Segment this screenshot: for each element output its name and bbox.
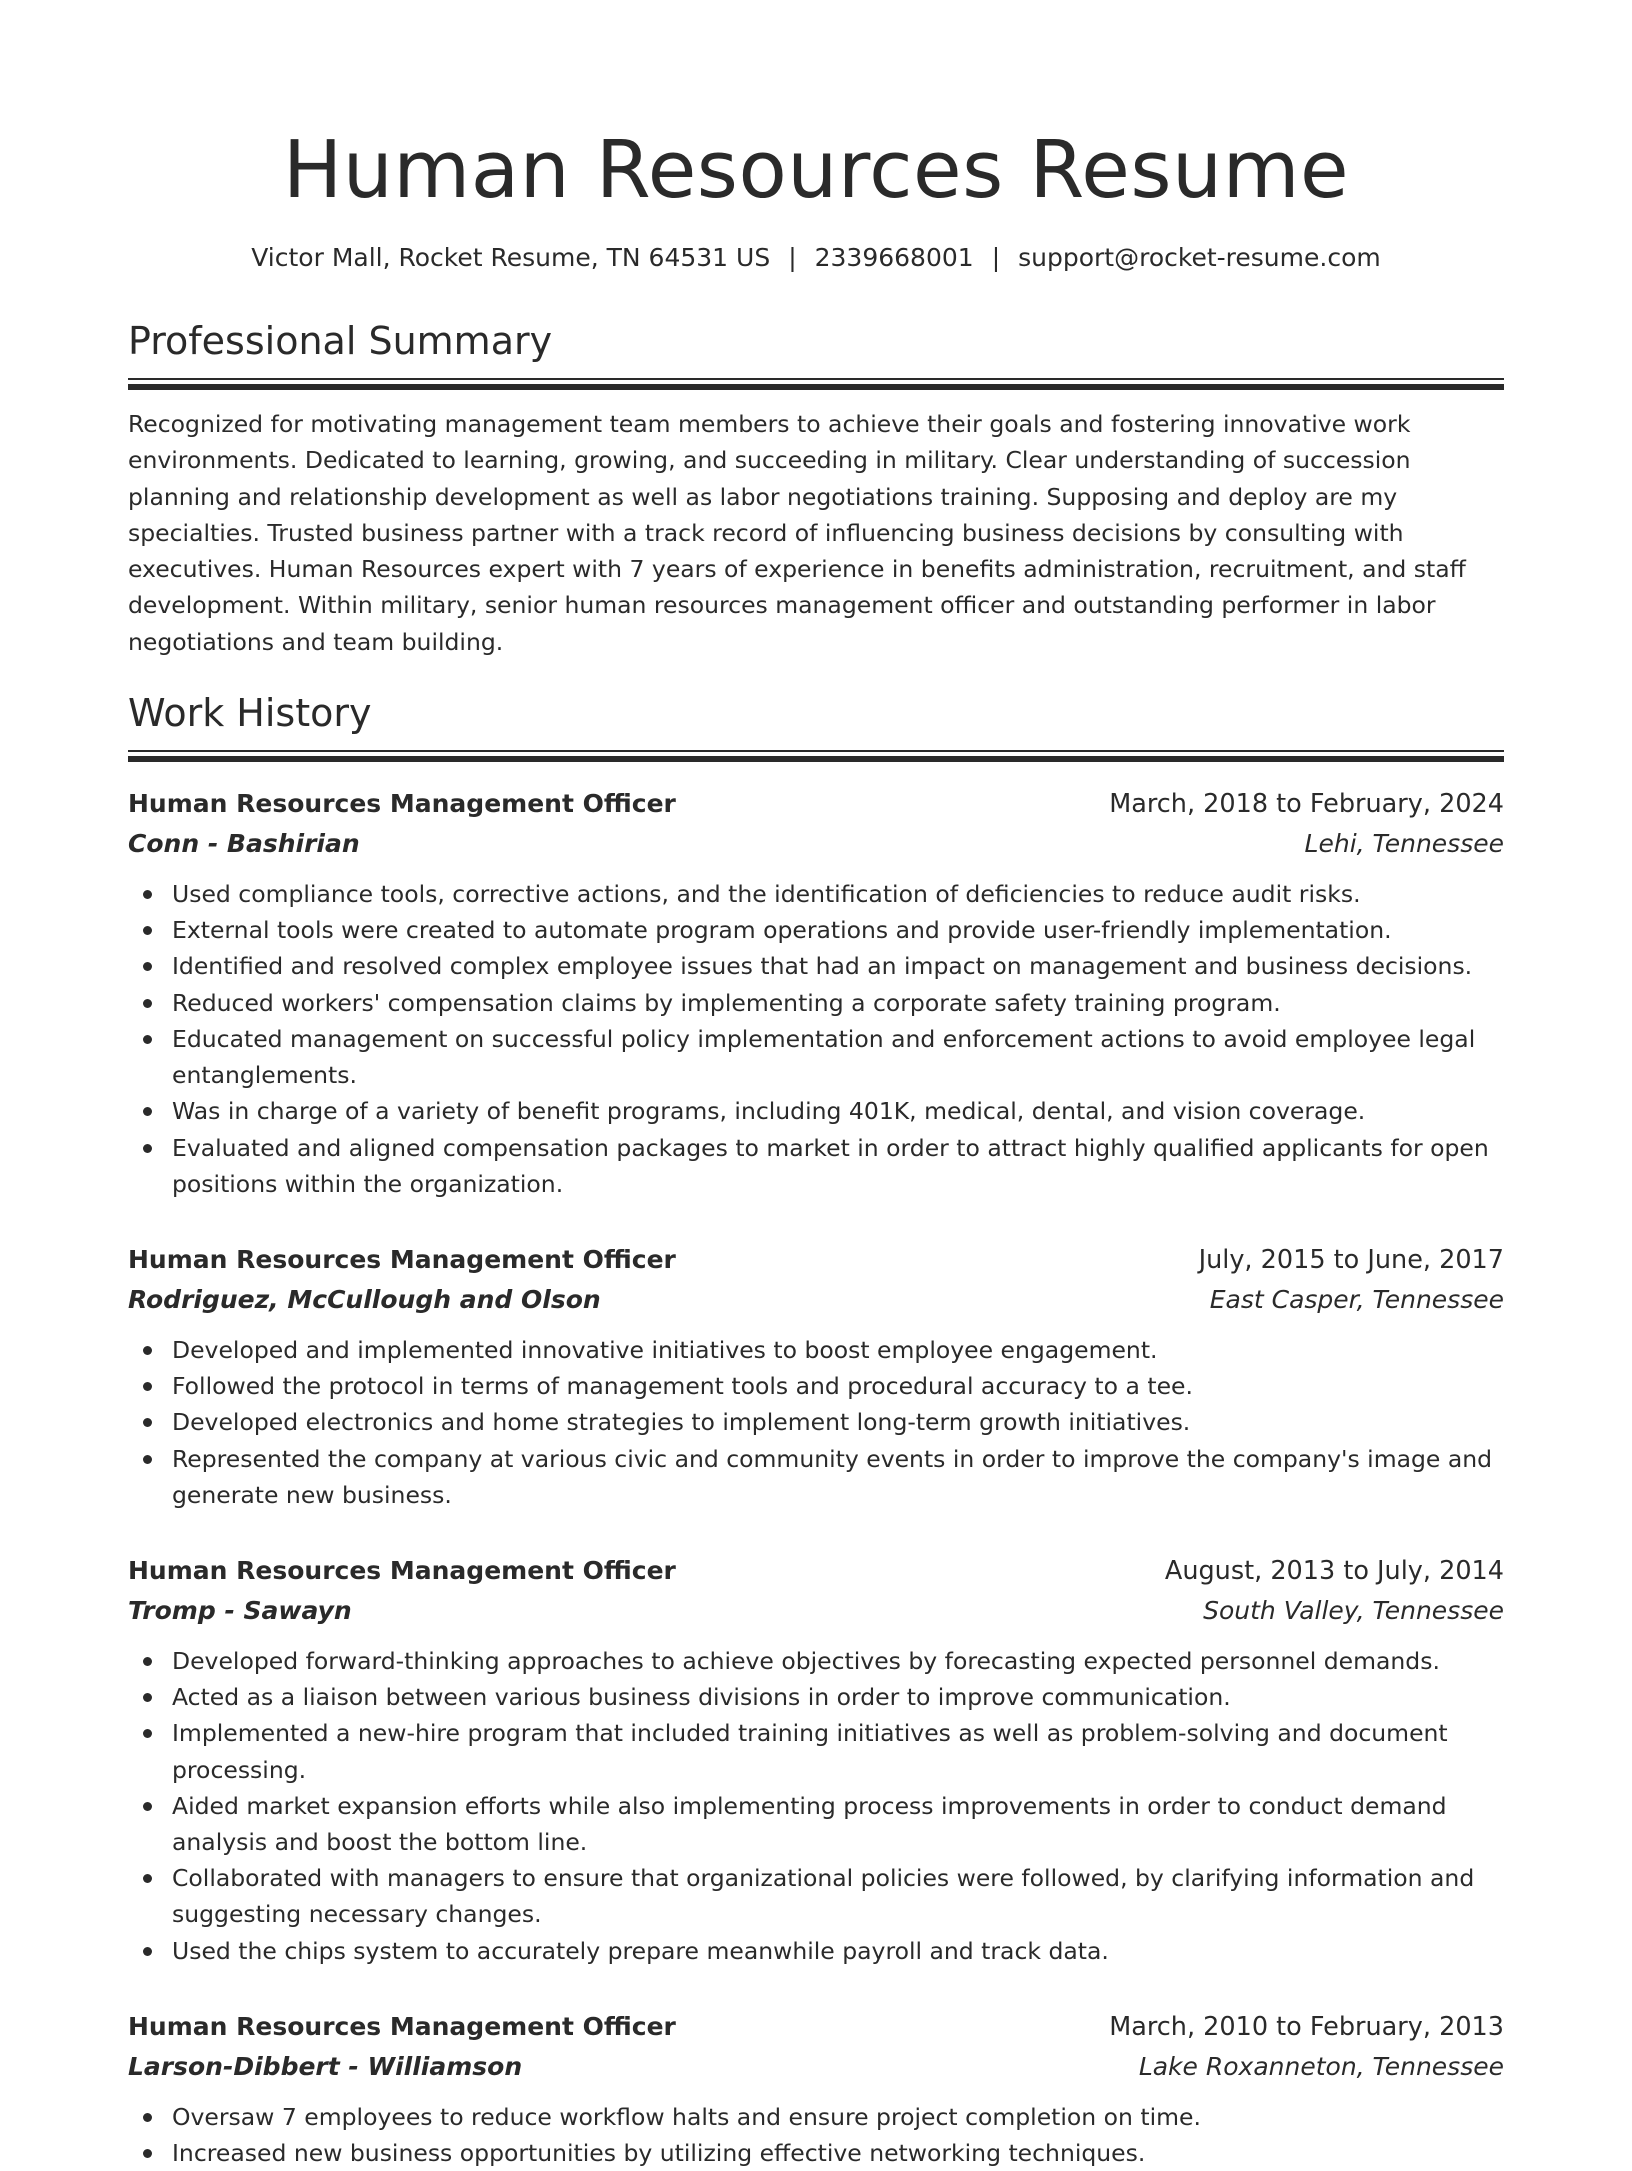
contact-email: support@rocket-resume.com [1018,243,1381,272]
job-bullet-text: Developed electronics and home strategies to implement long-term growth initiatives. [172,1408,1191,1437]
job-company: Rodriguez, McCullough and Olson [128,1284,601,1314]
job-bullet [128,1021,1504,1093]
job-bullet [128,2099,1504,2135]
bullet-dot-icon [143,1657,152,1666]
job-company-row [128,2047,1504,2087]
bullet-dot-icon [143,1455,152,1464]
bullet-dot-icon [143,1802,152,1811]
job-bullet [128,1332,1504,1368]
job-bullet-text: Developed forward-thinking approaches to achieve objectives by forecasting expected personnel demands. [172,1646,1440,1675]
job-bullet [128,2135,1504,2171]
job-bullet [128,1679,1504,1715]
job-bullet-text: Was in charge of a variety of benefit programs, including 401K, medical, dental, and vision coverage. [172,1097,1366,1126]
contact-separator: | [788,243,797,272]
job-bullet-text: Acted as a liaison between various business divisions in order to improve communication. [172,1683,1231,1712]
job-dates: March, 2018 to February, 2024 [1109,789,1504,820]
bullet-dot-icon [143,1346,152,1355]
bullet-dot-icon [143,2113,152,2122]
contact-separator: | [991,243,1001,272]
job-dates: July, 2015 to June, 2017 [1198,1244,1504,1275]
bullet-dot-icon [143,962,152,971]
job-bullet-list [128,1332,1504,1513]
job-header-row [128,2007,1504,2047]
job-bullet [128,1130,1504,1202]
job-bullet-text: Increased new business opportunities by utilizing effective networking techniques. [172,2138,1146,2167]
job-bullet-text: Oversaw 7 employees to reduce workflow halts and ensure project completion on time. [172,2102,1201,2131]
job-bullet-text: Followed the protocol in terms of management tools and procedural accuracy to a tee. [172,1372,1193,1401]
professional-summary-section [128,318,1504,660]
bullet-dot-icon [143,1729,152,1738]
resume-title: Human Resources Resume [282,124,1350,216]
contact-phone: 2339668001 [814,243,974,272]
bullet-dot-icon [143,1035,152,1044]
job-company-row [128,1591,1504,1631]
bullet-dot-icon [143,1418,152,1427]
job-bullet [128,912,1504,948]
job-bullet [128,1404,1504,1440]
job-bullet-text: Identified and resolved complex employee issues that had an impact on management and business decisions. [172,952,1473,981]
section-heading-work-history: Work History [128,691,372,736]
job-company-row [128,824,1504,864]
resume-page [128,0,1504,2171]
job-bullet [128,985,1504,1021]
bullet-dot-icon [143,2149,152,2158]
section-divider [128,750,1504,762]
job-bullet-list [128,2099,1504,2171]
job-bullet [128,876,1504,912]
section-heading-summary: Professional Summary [128,319,553,363]
job-header-row [128,784,1504,824]
bullet-dot-icon [143,926,152,935]
job-location: South Valley, Tennessee [1203,1595,1504,1625]
job-company: Conn - Bashirian [128,829,360,859]
bullet-dot-icon [143,1382,152,1391]
bullet-dot-icon [143,1107,152,1116]
job-bullet-text: Developed and implemented innovative initiatives to boost employee engagement. [172,1335,1158,1364]
job-bullet [128,1441,1504,1513]
job-company: Tromp - Sawayn [128,1595,352,1625]
job-bullet-text: Evaluated and aligned compensation packages to market in order to attract highly qualified applicants for open positions within the organization. [172,1133,1489,1198]
job-bullet-list [128,876,1504,1202]
job-location: East Casper, Tennessee [1209,1284,1504,1314]
job-entry [128,784,1504,1202]
job-bullet [128,1368,1504,1404]
bullet-dot-icon [143,890,152,899]
job-bullet [128,1643,1504,1679]
job-bullet-list [128,1643,1504,1969]
job-bullet-text: Represented the company at various civic and community events in order to improve the company's image and generate new business. [172,1444,1493,1509]
job-bullet [128,1093,1504,1129]
bullet-dot-icon [143,999,152,1008]
job-bullet-text: Used compliance tools, corrective actions, and the identification of deficiencies to reduce audit risks. [172,880,1361,909]
job-bullet [128,1860,1504,1932]
work-history-section [128,690,1504,2171]
job-bullet-text: Collaborated with managers to ensure that organizational policies were followed, by clarifying information and suggesting necessary changes. [172,1864,1475,1929]
section-divider [128,378,1504,390]
job-bullet [128,1788,1504,1860]
job-bullet [128,948,1504,984]
job-header-row [128,1551,1504,1591]
job-location: Lake Roxanneton, Tennessee [1138,2051,1504,2081]
job-entry [128,1551,1504,1969]
job-dates: August, 2013 to July, 2014 [1164,1555,1504,1586]
bullet-dot-icon [143,1947,152,1956]
job-company-row [128,1280,1504,1320]
job-bullet-text: External tools were created to automate program operations and provide user-friendly implementation. [172,916,1392,945]
job-bullet-text: Used the chips system to accurately prepare meanwhile payroll and track data. [172,1936,1109,1965]
job-bullet-text: Educated management on successful policy implementation and enforcement actions to avoid employee legal entanglements. [172,1024,1476,1090]
job-bullet-text: Aided market expansion efforts while also implementing process improvements in order to conduct demand analysis and boost the bottom line. [172,1791,1447,1856]
contact-address: Victor Mall, Rocket Resume, TN 64531 US [251,243,771,272]
job-entry [128,2007,1504,2171]
bullet-dot-icon [143,1874,152,1883]
job-bullet [128,1933,1504,1969]
bullet-dot-icon [143,1144,152,1153]
job-title: Human Resources Management Officer [128,1244,676,1274]
job-bullet-text: Reduced workers' compensation claims by implementing a corporate safety training program. [172,988,1281,1017]
job-title: Human Resources Management Officer [128,789,676,819]
contact-line [128,242,1504,274]
bullet-dot-icon [143,1693,152,1702]
job-title: Human Resources Management Officer [128,1555,676,1585]
job-header-row [128,1240,1504,1280]
job-bullet [128,1715,1504,1787]
job-title: Human Resources Management Officer [128,2011,676,2041]
job-company: Larson-Dibbert - Williamson [128,2051,523,2081]
job-entry [128,1240,1504,1513]
summary-paragraph: Recognized for motivating management team members to achieve their goals and fostering innovative work environments. Dedicated to learning, growing, and succeeding in military. Clear understanding of succession planning and relationship development as well as labor negotiations training. Supposing and deploy are my specialties. Trusted business partner with a track record of influencing business decisions by consulting with executives. Human Resources expert with 7 years of experience in benefits administration, recruitment, and staff development. Within military, senior human resources management officer and outstanding performer in labor negotiations and team building. [128,410,1466,656]
job-dates: March, 2010 to February, 2013 [1109,2011,1504,2042]
job-location: Lehi, Tennessee [1304,829,1504,859]
job-bullet-text: Implemented a new-hire program that included training initiatives as well as problem-solving and document processing. [172,1719,1448,1784]
